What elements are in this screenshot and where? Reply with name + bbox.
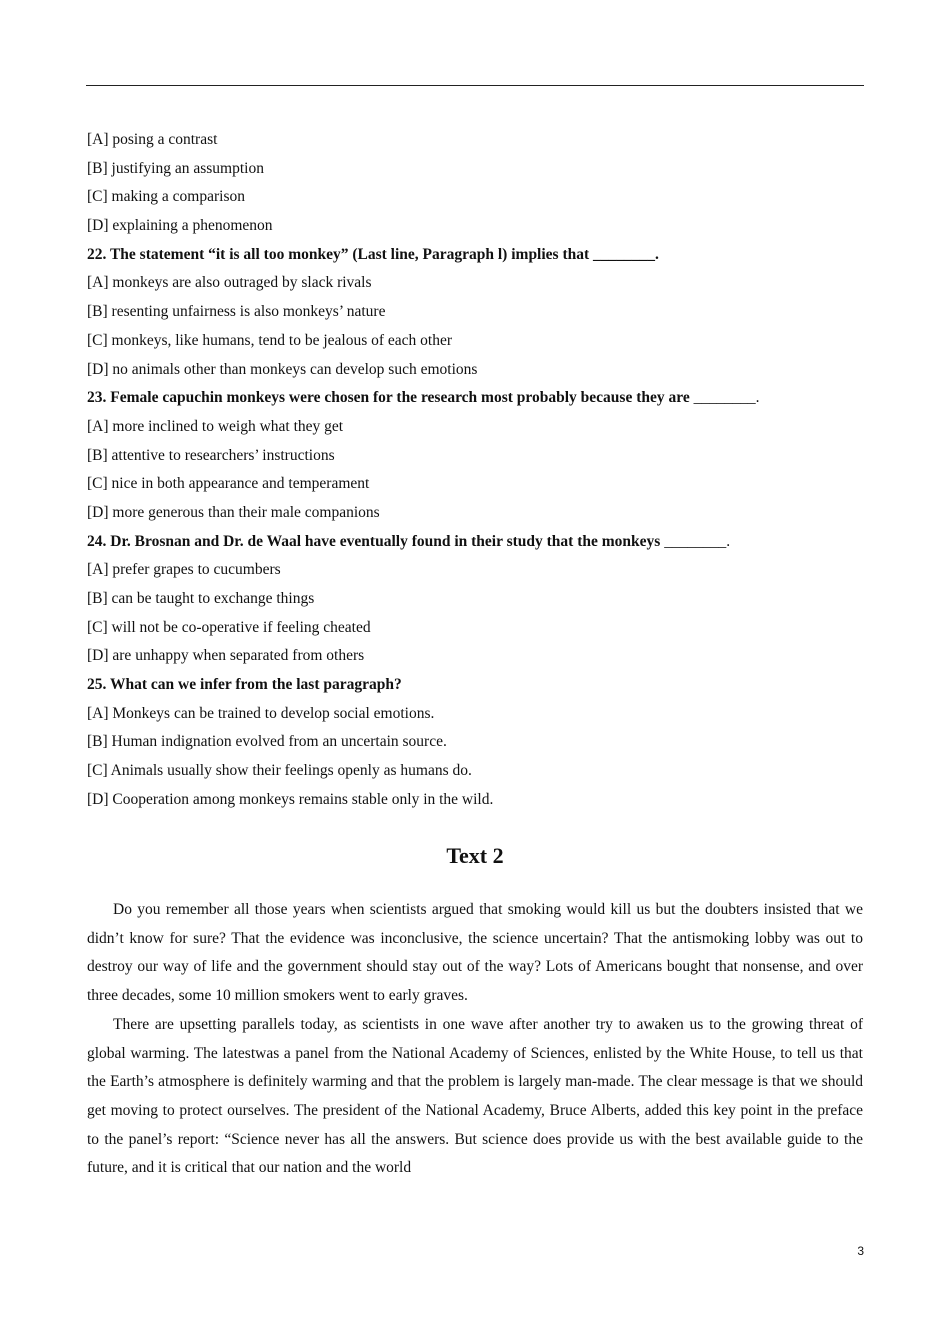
- q24-stem-line: [87, 528, 867, 557]
- q23-stem-line: [87, 384, 867, 413]
- text2-paragraph-1: Do you remember all those years when scientists argued that smoking would kill us but the doubters insisted that we didn’t know for sure? That the evidence was inconclusive, the science uncertain? That the antismoking lobby was out to destroy our way of life and the government should stay out of the way? Lots of Americans bought that nonsense, and over three decades, some 10 million smokers went to early graves.: [87, 901, 863, 1005]
- q24-option-c: [C] will not be co-operative if feeling cheated: [87, 618, 371, 636]
- q21-option-a: [A] posing a contrast: [87, 131, 218, 148]
- q21-option-d: [D] explaining a phenomenon: [87, 217, 273, 235]
- q24-option-b: [B] can be taught to exchange things: [87, 590, 315, 607]
- q23-stem: 23. Female capuchin monkeys were chosen for the research most probably because they are: [87, 389, 690, 407]
- q24-stem: 24. Dr. Brosnan and Dr. de Waal have eventually found in their study that the monkeys: [87, 532, 661, 550]
- q25-stem: 25. What can we infer from the last paragraph?: [87, 676, 402, 694]
- q23-option-b: [B] attentive to researchers’ instructions: [87, 446, 335, 464]
- page-number: 3: [857, 1244, 864, 1258]
- q21-option-c: [C] making a comparison: [87, 188, 245, 206]
- q23-option-a: [A] more inclined to weigh what they get: [87, 417, 344, 435]
- q25-option-c: [C] Animals usually show their feelings openly as humans do.: [87, 762, 472, 780]
- q24-blank: ________.: [660, 532, 731, 550]
- text2-passage: [87, 896, 863, 1183]
- question-list: [87, 126, 867, 815]
- q22-option-a: [A] monkeys are also outraged by slack rivals: [87, 274, 372, 292]
- q22-option-c: [C] monkeys, like humans, tend to be jealous of each other: [87, 331, 453, 349]
- q24-option-a: [A] prefer grapes to cucumbers: [87, 561, 281, 579]
- q23-blank: ________.: [689, 389, 760, 407]
- text2-paragraph-2: There are upsetting parallels today, as scientists in one wave after another try to awaken us to the growing threat of global warming. The latestwas a panel from the National Academy of Sciences, enlisted by the White House, to tell us that the Earth’s atmosphere is definitely warming and that the problem is largely man-made. The clear message is that we should get moving to protect ourselves. The president of the National Academy, Bruce Alberts, added this key point in the preface to the panel’s report: “Science never has all the answers. But science does provide us with the best available guide to the future, and it is critical that our nation and the world: [87, 1015, 863, 1177]
- q21-option-b: [B] justifying an assumption: [87, 159, 264, 177]
- q22-option-b: [B] resenting unfairness is also monkeys’ nature: [87, 303, 386, 321]
- q24-option-d: [D] are unhappy when separated from others: [87, 647, 365, 665]
- q25-option-b: [B] Human indignation evolved from an uncertain source.: [87, 733, 447, 751]
- q25-option-d: [D] Cooperation among monkeys remains stable only in the wild.: [87, 790, 494, 808]
- text2-heading: Text 2: [446, 843, 504, 868]
- q23-option-d: [D] more generous than their male companions: [87, 503, 380, 521]
- q22-option-d: [D] no animals other than monkeys can develop such emotions: [87, 360, 478, 378]
- header-rule: [86, 85, 864, 86]
- q22-stem: 22. The statement “it is all too monkey” (Last line, Paragraph l) implies that ________.: [87, 245, 659, 263]
- q23-option-c: [C] nice in both appearance and temperament: [87, 475, 370, 493]
- q25-option-a: [A] Monkeys can be trained to develop social emotions.: [87, 704, 435, 722]
